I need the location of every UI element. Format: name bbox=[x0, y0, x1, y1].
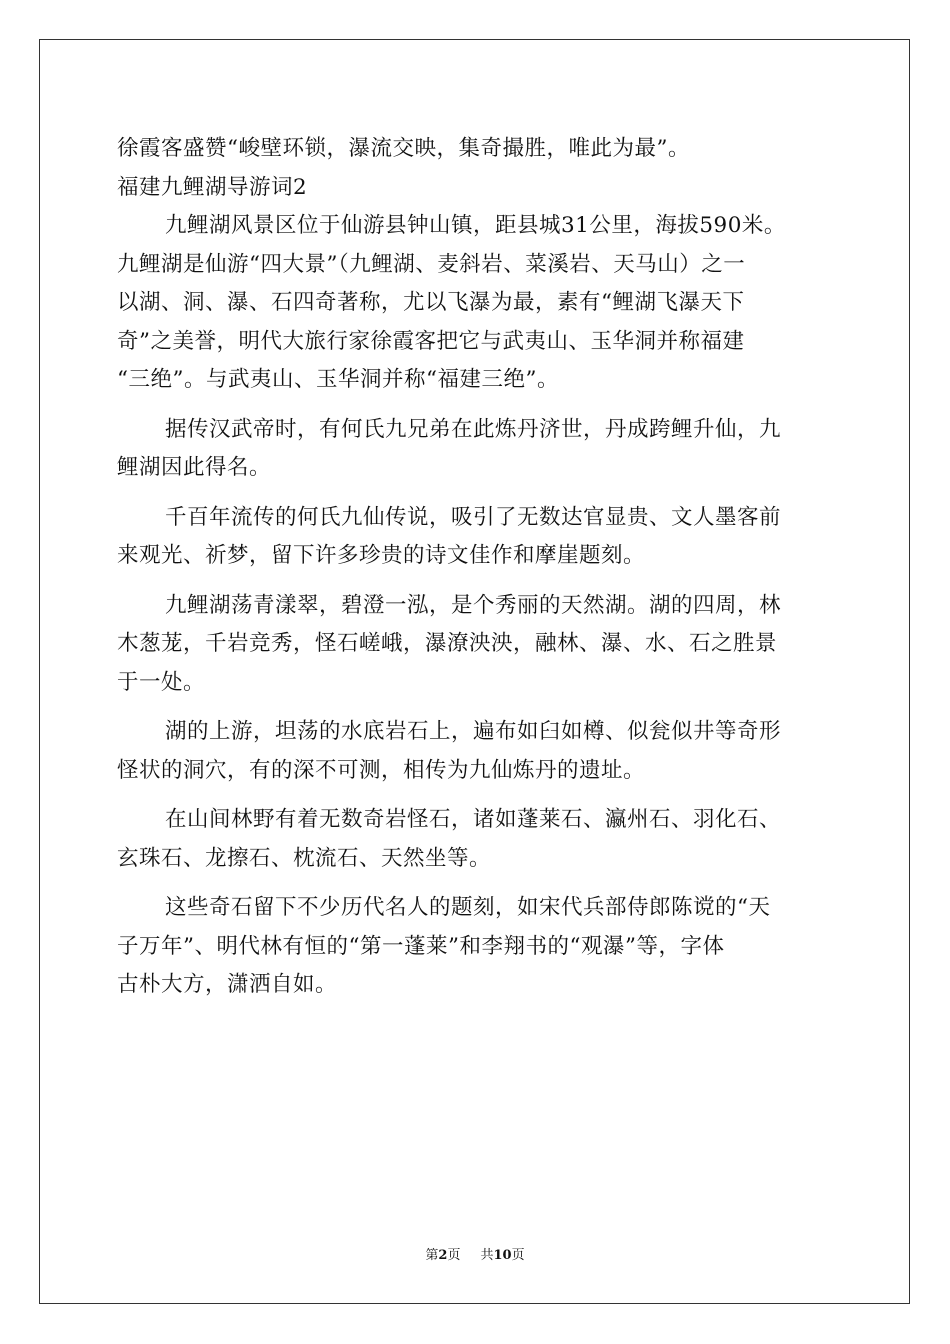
paragraph-line: 在山间林野有着无数奇岩怪石，诸如蓬莱石、瀛州石、羽化石、 bbox=[165, 807, 782, 832]
paragraph-7 bbox=[117, 889, 852, 1005]
paragraph-5 bbox=[117, 713, 852, 790]
paragraph-line: 九鲤湖是仙游“四大景”（九鲤湖、麦斜岩、菜溪岩、天马山）之一 bbox=[117, 251, 746, 277]
paragraph-6 bbox=[117, 801, 852, 878]
paragraph-line: 千百年流传的何氏九仙传说，吸引了无数达官显贵、文人墨客前 bbox=[165, 504, 782, 530]
paragraph-2 bbox=[117, 411, 852, 488]
paragraph-4 bbox=[117, 587, 852, 703]
paragraph-line: 这些奇石留下不少历代名人的题刻，如宋代兵部侍郎陈谠的“天 bbox=[165, 895, 771, 920]
paragraph-line: 木葱茏，千岩竞秀，怪石嵯峨，瀑潦泱泱，融林、瀑、水、石之胜景 bbox=[117, 631, 778, 656]
paragraph-line: 湖的上游，坦荡的水底岩石上，遍布如臼如樽、似瓮似井等奇形 bbox=[165, 719, 782, 744]
section-heading: 福建九鲤湖导游词2 bbox=[117, 174, 308, 200]
page-number-prefix: 第 bbox=[425, 1248, 439, 1263]
paragraph-line: 据传汉武帝时，有何氏九兄弟在此炼丹济世，丹成跨鲤升仙，九 bbox=[165, 416, 782, 442]
paragraph-line: 古朴大方，潇洒自如。 bbox=[117, 972, 338, 997]
document-body bbox=[117, 130, 852, 1005]
page-footer bbox=[0, 1248, 950, 1264]
page-total-suffix: 页 bbox=[511, 1248, 525, 1263]
paragraph-line: 奇”之美誉，明代大旅行家徐霞客把它与武夷山、玉华洞并称福建 bbox=[117, 328, 745, 354]
paragraph-line: 以湖、洞、瀑、石四奇著称，尤以飞瀑为最，素有“鲤湖飞瀑天下 bbox=[117, 290, 745, 315]
page-number-current: 2 bbox=[438, 1248, 448, 1263]
paragraph-line: “三绝”。与武夷山、玉华洞并称“福建三绝”。 bbox=[117, 367, 559, 392]
paragraph-line: 来观光、祈梦，留下许多珍贵的诗文佳作和摩崖题刻。 bbox=[117, 543, 646, 568]
paragraph-line: 子万年”、明代林有恒的“第一蓬莱”和李翔书的“观瀑”等，字体 bbox=[117, 933, 725, 959]
paragraph-1 bbox=[117, 207, 852, 400]
continued-text-line: 徐霞客盛赞“峻壁环锁，瀑流交映，集奇撮胜，唯此为最”。 bbox=[117, 136, 690, 161]
page-number-total: 10 bbox=[493, 1248, 512, 1263]
paragraph-line: 于一处。 bbox=[117, 669, 206, 695]
paragraph-line: 九鲤湖荡青漾翠，碧澄一泓，是个秀丽的天然湖。湖的四周，林 bbox=[165, 592, 782, 618]
page-total-prefix: 共 bbox=[480, 1248, 494, 1263]
paragraph-line: 玄珠石、龙擦石、枕流石、天然坐等。 bbox=[117, 845, 492, 871]
page-number-suffix: 页 bbox=[447, 1248, 461, 1263]
paragraph-line: 鲤湖因此得名。 bbox=[117, 455, 272, 480]
paragraph-3 bbox=[117, 499, 852, 576]
paragraph-line: 九鲤湖风景区位于仙游县钟山镇，距县城31公里，海拔590米。 bbox=[165, 213, 786, 238]
paragraph-line: 怪状的洞穴，有的深不可测，相传为九仙炼丹的遗址。 bbox=[117, 757, 646, 783]
